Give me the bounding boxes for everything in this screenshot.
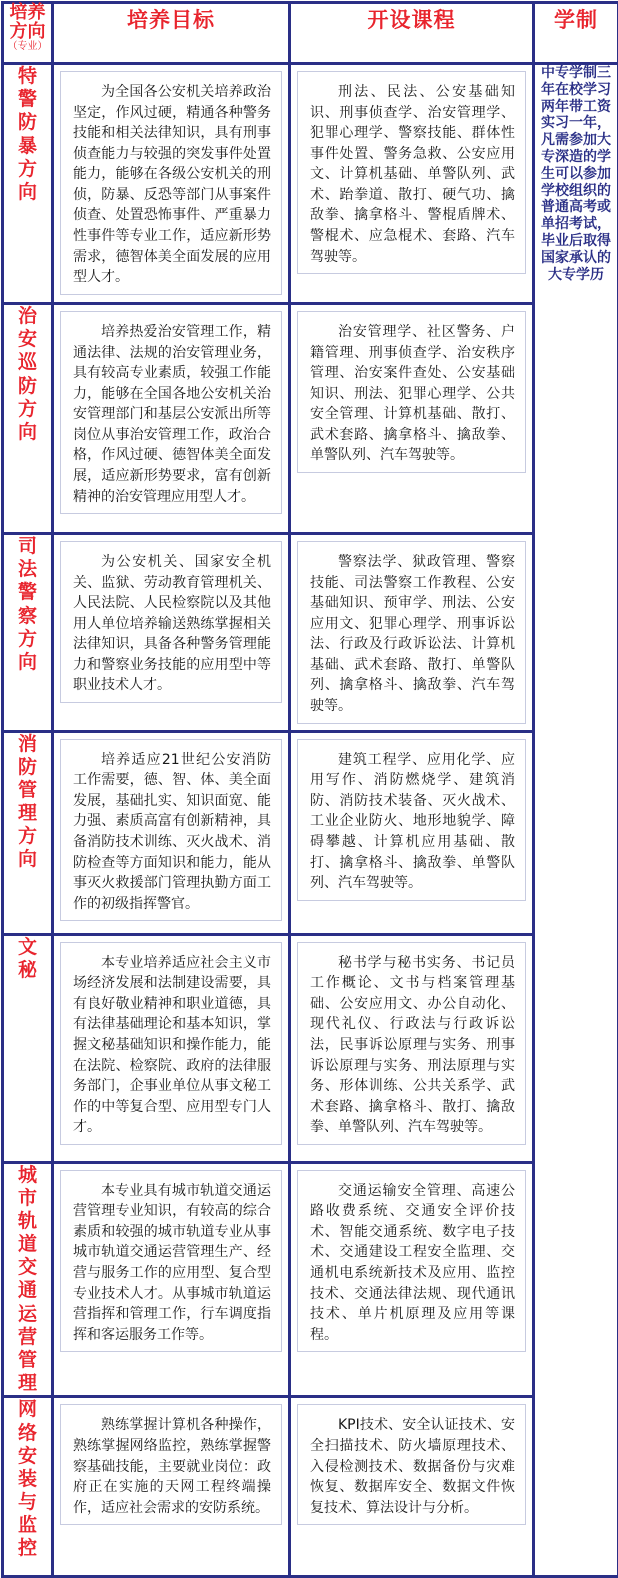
courses-cell [290,1397,534,1577]
direction-label: 司法警察方向 [17,535,38,674]
goal-text: 熟练掌握计算机各种操作，熟练掌握网络监控，熟练掌握警察基础技能，主要就业岗位：政府正在实施的天网工程终端操作，适应社会需求的安防系统。 [60,1404,282,1525]
direction-cell [3,64,53,304]
courses-text: 建筑工程学、应用化学、应用写作、消防燃烧学、建筑消防、消防技术装备、灭火战术、工业企业防火、地形地貌学、障碍攀越、计算机应用基础、散打、擒拿格斗、擒敌拳、单警队列、汽车驾驶等。 [297,739,526,901]
goal-text: 培养热爱治安管理工作，精通法律、法规的治安管理业务，具有较高专业素质，较强工作能力，能够在全国各地公安机关治安管理部门和基层公安派出所等岗位从事治安管理工作，政治合格，作风过硬、德智体美全面发展，适应新形势要求，富有创新精神的治安管理应用型人才。 [60,311,282,514]
direction-label: 城市轨道交通运营管理 [17,1164,38,1396]
courses-text: 警察法学、狱政管理、警察技能、司法警察工作教程、公安基础知识、预审学、刑法、公安应用文、犯罪心理学、刑事诉讼法、行政及行政诉讼法、计算机基础、武术套路、散打、单警队列、擒拿格斗、擒敌拳、汽车驾驶等。 [297,541,526,724]
courses-text: KPI技术、安全认证技术、安全扫描技术、防火墙原理技术、入侵检测技术、数据备份与灾难恢复、数据库安全、数据文件恢复技术、算法设计与分析。 [297,1404,526,1525]
direction-cell [3,934,53,1162]
courses-cell [290,934,534,1162]
direction-cell [3,1397,53,1577]
goal-text: 培养适应21世纪公安消防工作需要，德、智、体、美全面发展，基础扎实、知识面宽、能力强、素质高富有创新精神，具备消防技术训练、灭火战术、消防检查等方面知识和能力，能从事灭火救援部门管理执勤方面工作的初级指挥警官。 [60,739,282,922]
direction-label: 治安巡防方向 [17,305,38,444]
header-courses-label: 开设课程 [368,8,456,32]
goal-text: 本专业具有城市轨道交通运营管理专业知识，有较高的综合素质和较强的城市轨道专业从事城市轨道交通运营管理生产、经营与服务工作的应用型、复合型专业技术人才。从事城市轨道运营指挥和管理工作，行车调度指挥和客运服务工作等。 [60,1170,282,1353]
header-goal [53,3,290,64]
courses-cell [290,534,534,732]
courses-text: 秘书学与秘书实务、书记员工作概论、文书与档案管理基础、公安应用文、办公自动化、现代礼仪、行政法与行政诉讼法，民事诉讼原理与实务、刑事诉讼原理与实务、刑法原理与实务、形体训练、公共关系学、武术套路、擒拿格斗、散打、擒敌拳、单警队列、汽车驾驶等。 [297,942,526,1145]
header-direction [3,3,53,64]
table-row [3,934,618,1162]
goal-text: 为全国各公安机关培养政治坚定，作风过硬，精通各种警务技能和相关法律知识，具有刑事侦查能力与较强的突发事件处置能力，能够在各级公安机关的刑侦，防暴、反恐等部门从事案件侦查、处置恐怖事件、严重暴力性事件等专业工作，适应新形势需求，德智体美全面发展的应用型人才。 [60,71,282,295]
courses-text: 治安管理学、社区警务、户籍管理、刑事侦查学、治安秩序管理、治安案件查处、公安基础知识、刑法、犯罪心理学、公共安全管理、计算机基础、散打、武术套路、擒拿格斗、擒敌拳、单警队列、汽车驾驶等。 [297,311,526,473]
direction-cell [3,304,53,534]
goal-text: 本专业培养适应社会主义市场经济发展和法制建设需要，具有良好敬业精神和职业道德，具有法律基础理论和基本知识，掌握文秘基础知识和操作能力，能在法院、检察院、政府的法律服务部门，企事业单位从事文秘工作的中等复合型、应用型专门人才。 [60,942,282,1145]
direction-label: 特警防暴方向 [17,65,38,204]
direction-label: 网络安装与监控 [17,1398,38,1560]
direction-cell [3,731,53,934]
header-direction-label: 培养方向 [4,4,51,42]
goal-cell [53,64,290,304]
courses-cell [290,731,534,934]
goal-cell [53,1397,290,1577]
table-row [3,731,618,934]
goal-cell [53,1162,290,1397]
goal-cell [53,934,290,1162]
courses-cell [290,1162,534,1397]
program-table [1,1,618,1578]
duration-text: 中专学制三年在校学习两年带工资实习一年，凡需参加大专深造的学生可以参加学校组织的普通高考或单招考试，毕业后取得国家承认的大专学历 [535,65,617,283]
header-courses [290,3,534,64]
goal-text: 为公安机关、国家安全机关、监狱、劳动教育管理机关、人民法院、人民检察院以及其他用人单位培养输送熟练掌握相关法律知识，具备各种警务管理能力和警察业务技能的应用型中等职业技术人才。 [60,541,282,703]
courses-text: 交通运输安全管理、高速公路收费系统、交通安全评价技术、智能交通系统、数字电子技术、交通建设工程安全监理、交通机电系统新技术及应用、监控技术、交通法律法规、现代通讯技术、单片机原理及应用等课程。 [297,1170,526,1353]
table-row [3,1397,618,1577]
header-duration [534,3,618,64]
duration-cell [534,64,618,1577]
header-row [3,3,618,64]
direction-label: 文秘 [17,936,38,982]
goal-cell [53,304,290,534]
table-row [3,64,618,304]
courses-cell [290,304,534,534]
table-row [3,1162,618,1397]
courses-text: 刑法、民法、公安基础知识、刑事侦查学、治安管理学、犯罪心理学、警察技能、群体性事件处置、警务急救、公安应用文、计算机基础、单警队列、武术、跆拳道、散打、硬气功、擒敌拳、擒拿格斗、警棍盾牌术、警棍术、应急棍术、套路、汽车驾驶等。 [297,71,526,274]
courses-cell [290,64,534,304]
goal-cell [53,731,290,934]
direction-cell [3,1162,53,1397]
table-row [3,304,618,534]
table-row [3,534,618,732]
goal-cell [53,534,290,732]
direction-cell [3,534,53,732]
header-goal-label: 培养目标 [127,8,215,32]
direction-label: 消防管理方向 [17,733,38,872]
header-duration-label: 学制 [554,8,598,32]
header-direction-sub: （专业） [4,42,51,53]
